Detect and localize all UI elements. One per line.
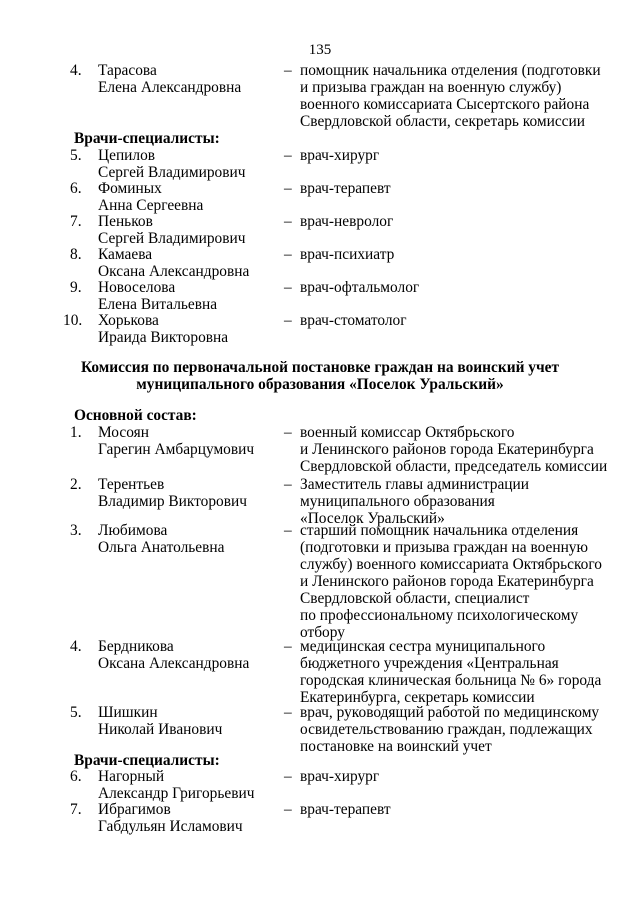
person-role: врач-офтальмолог (300, 279, 420, 296)
person-name: Любимова Ольга Анатольевна (98, 522, 225, 556)
item-number: 7. (70, 213, 82, 230)
person-role: врач-невролог (300, 213, 394, 230)
item-number: 10. (63, 312, 83, 329)
item-number: 4. (70, 62, 82, 79)
item-number: 5. (70, 147, 82, 164)
dash: – (284, 522, 292, 539)
dash: – (284, 213, 292, 230)
dash: – (284, 801, 292, 818)
person-role: Заместитель главы администрации муниципального образования «Поселок Уральский» (300, 476, 529, 527)
person-role: врач-хирург (300, 768, 380, 785)
item-number: 3. (70, 522, 82, 539)
person-name: Нагорный Александр Григорьевич (98, 768, 255, 802)
person-name: Новоселова Елена Витальевна (98, 279, 218, 313)
dash: – (284, 147, 292, 164)
person-role: врач-стоматолог (300, 312, 407, 329)
item-number: 7. (70, 801, 82, 818)
commission-title: Комиссия по первоначальной постановке граждан на воинский учет муниципального образования «Поселок Уральский» (80, 359, 560, 393)
person-name: Тарасова Елена Александровна (98, 62, 242, 96)
person-name: Терентьев Владимир Викторович (98, 476, 247, 510)
person-name: Хорькова Ираида Викторовна (98, 312, 229, 346)
person-name: Ибрагимов Габдульян Исламович (98, 801, 243, 835)
item-number: 1. (70, 424, 82, 441)
section-heading: Основной состав: (74, 407, 197, 424)
dash: – (284, 424, 292, 441)
item-number: 8. (70, 246, 82, 263)
person-name: Цепилов Сергей Владимирович (98, 147, 246, 181)
person-role: военный комиссар Октябрьского и Ленинского районов города Екатеринбурга Свердловской области, председатель комиссии (300, 424, 608, 475)
person-name: Фоминых Анна Сергеевна (98, 180, 204, 214)
person-role: врач-терапевт (300, 180, 391, 197)
person-role: врач-хирург (300, 147, 380, 164)
person-name: Шишкин Николай Иванович (98, 704, 223, 738)
person-name: Пеньков Сергей Владимирович (98, 213, 246, 247)
person-role: врач-терапевт (300, 801, 391, 818)
item-number: 6. (70, 180, 82, 197)
section-heading: Врачи-специалисты: (74, 752, 220, 769)
item-number: 4. (70, 638, 82, 655)
person-role: врач, руководящий работой по медицинскому освидетельствованию граждан, подлежащих постановке на воинский учет (300, 704, 600, 755)
item-number: 2. (70, 476, 82, 493)
dash: – (284, 246, 292, 263)
item-number: 9. (70, 279, 82, 296)
person-role: врач-психиатр (300, 246, 395, 263)
person-name: Бердникова Оксана Александровна (98, 638, 250, 672)
person-name: Мосоян Гарегин Амбарцумович (98, 424, 255, 458)
dash: – (284, 62, 292, 79)
dash: – (284, 768, 292, 785)
person-role: старший помощник начальника отделения (подготовки и призыва граждан на военную службу) военного комиссариата Октябрьского и Ленинского районов города Екатеринбурга Свердловской области, специалист по профессиональному психологическому отбору (300, 522, 602, 641)
dash: – (284, 638, 292, 655)
person-name: Камаева Оксана Александровна (98, 246, 250, 280)
person-role: помощник начальника отделения (подготовки и призыва граждан на военную службу) военного комиссариата Сысертского района Свердловской области, секретарь комиссии (300, 62, 601, 130)
section-heading: Врачи-специалисты: (74, 130, 220, 147)
item-number: 6. (70, 768, 82, 785)
dash: – (284, 476, 292, 493)
item-number: 5. (70, 704, 82, 721)
dash: – (284, 180, 292, 197)
dash: – (284, 279, 292, 296)
dash: – (284, 312, 292, 329)
person-role: медицинская сестра муниципального бюджетного учреждения «Центральная городская клиническая больница № 6» города Екатеринбурга, секретарь комиссии (300, 638, 602, 706)
page-number: 135 (308, 42, 332, 58)
dash: – (284, 704, 292, 721)
